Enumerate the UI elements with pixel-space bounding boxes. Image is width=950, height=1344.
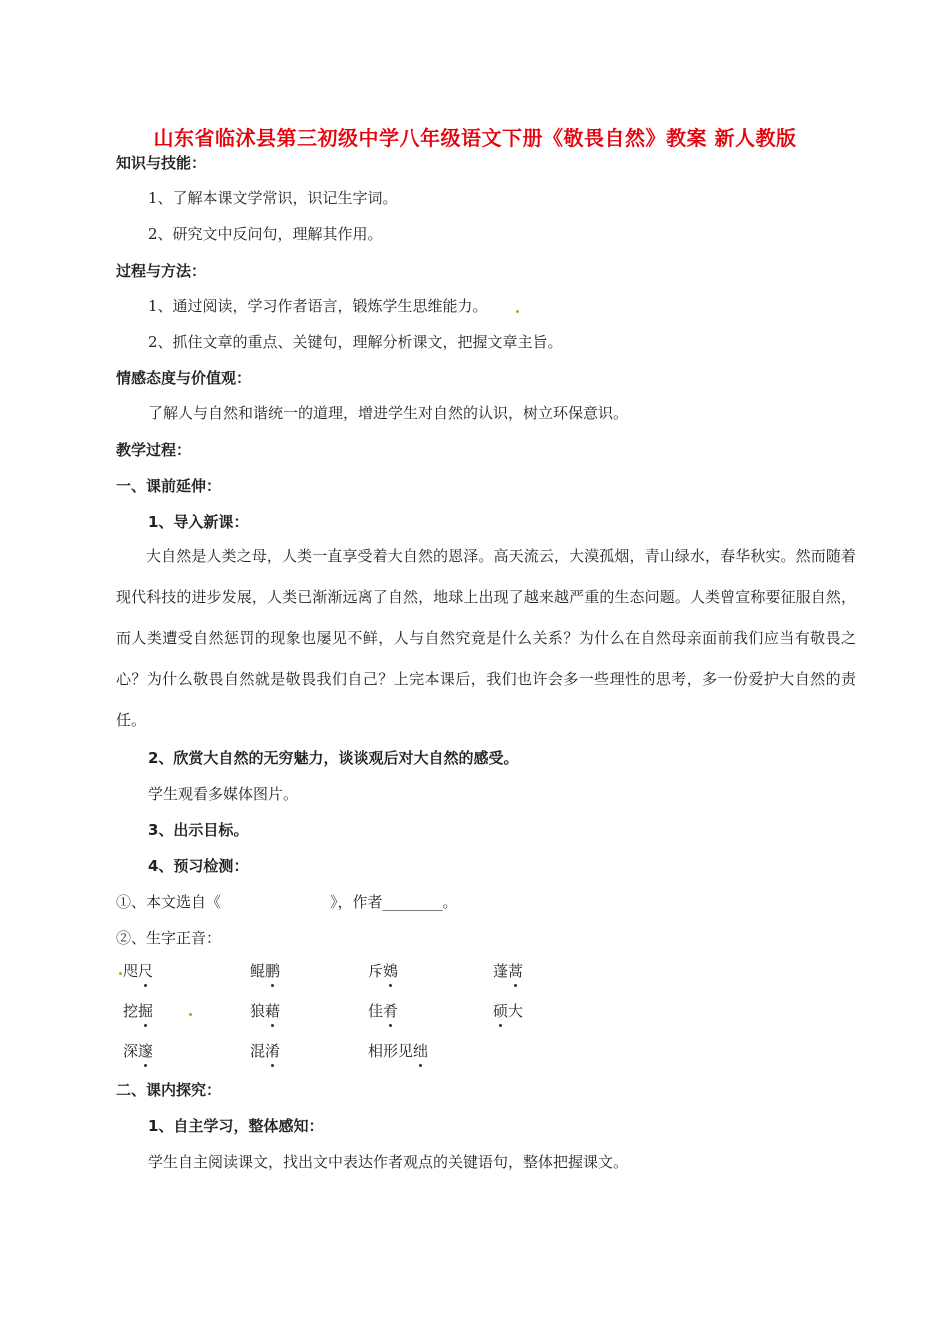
process-item-1: 1、通过阅读，学习作者语言，锻炼学生思维能力。 bbox=[148, 297, 488, 315]
item5-text: 学生自主阅读课文，找出文中表达作者观点的关键语句，整体把握课文。 bbox=[148, 1153, 629, 1171]
vocab-word bbox=[123, 1000, 153, 1021]
vocab-char-dotted: 邃 bbox=[138, 1042, 154, 1060]
teaching-heading: 教学过程： bbox=[116, 441, 192, 459]
vocab-char-dotted: 蒿 bbox=[508, 962, 524, 980]
item2-text: 学生观看多媒体图片。 bbox=[148, 785, 299, 803]
vocab-word bbox=[368, 960, 398, 981]
vocab-char: 鲲 bbox=[250, 962, 266, 980]
vocab-char: 狼 bbox=[250, 1002, 266, 1020]
item1-heading: 1、导入新课： bbox=[148, 513, 249, 531]
knowledge-heading: 知识与技能： bbox=[116, 154, 207, 172]
knowledge-item-1: 1、了解本课文学常识，识记生字词。 bbox=[148, 189, 398, 207]
vocab-word bbox=[493, 960, 523, 981]
decorative-dot bbox=[189, 1013, 192, 1016]
vocab-char: 大 bbox=[508, 1002, 524, 1020]
emotion-item-1: 了解人与自然和谐统一的道理，增进学生对自然的认识，树立环保意识。 bbox=[148, 404, 629, 422]
question-2: ②、生字正音： bbox=[116, 929, 222, 947]
decorative-dot bbox=[516, 310, 519, 313]
item4-heading: 4、预习检测： bbox=[148, 857, 249, 875]
vocab-char: 相形见 bbox=[368, 1042, 414, 1060]
emotion-heading: 情感态度与价值观： bbox=[116, 369, 252, 387]
vocab-char-dotted: 硕 bbox=[493, 1002, 509, 1020]
vocab-word bbox=[123, 1040, 153, 1061]
item3-heading: 3、出示目标。 bbox=[148, 821, 249, 839]
question-1-prefix: ①、本文选自《 bbox=[116, 893, 222, 911]
vocab-char-dotted: 尺 bbox=[138, 962, 154, 980]
vocab-char-dotted: 绌 bbox=[413, 1042, 429, 1060]
decorative-dot bbox=[119, 972, 122, 975]
vocab-char: 挖 bbox=[123, 1002, 139, 1020]
process-item-2: 2、抓住文章的重点、关键句，理解分析课文，把握文章主旨。 bbox=[148, 333, 563, 351]
item5-heading: 1、自主学习，整体感知： bbox=[148, 1117, 324, 1135]
vocab-word bbox=[250, 1000, 280, 1021]
vocab-char: 深 bbox=[123, 1042, 139, 1060]
part1-heading: 一、课前延伸： bbox=[116, 477, 222, 495]
intro-paragraph: 大自然是人类之母，人类一直享受着大自然的恩泽。高天流云，大漠孤烟，青山绿水，春华秋实。然而随着现代科技的进步发展，人类已渐渐远离了自然，地球上出现了越来越严重的生态问题。人类曾宣称要征服自然，而人类遭受自然惩罚的现象也屡见不鲜，人与自然究竟是什么关系？为什么在自然母亲面前我们应当有敬畏之心？为什么敬畏自然就是敬畏我们自己？上完本课后，我们也许会多一些理性的思考，多一份爱护大自然的责任。 bbox=[116, 547, 856, 729]
vocab-char-dotted: 淆 bbox=[265, 1042, 281, 1060]
vocab-char-dotted: 掘 bbox=[138, 1002, 154, 1020]
vocab-word bbox=[368, 1040, 428, 1061]
process-heading: 过程与方法： bbox=[116, 262, 207, 280]
vocab-char: 斥 bbox=[368, 962, 384, 980]
vocab-char: 咫 bbox=[123, 962, 139, 980]
item2-heading: 2、欣赏大自然的无穷魅力，谈谈观后对大自然的感受。 bbox=[148, 749, 519, 767]
vocab-word bbox=[250, 1040, 280, 1061]
question-1-suffix: 》，作者________。 bbox=[330, 893, 458, 911]
vocab-char-dotted: 肴 bbox=[383, 1002, 399, 1020]
part2-heading: 二、课内探究： bbox=[116, 1081, 222, 1099]
vocab-char: 混 bbox=[250, 1042, 266, 1060]
vocab-word bbox=[368, 1000, 398, 1021]
vocab-char-dotted: 鹏 bbox=[265, 962, 281, 980]
vocab-char: 蓬 bbox=[493, 962, 509, 980]
vocab-char: 佳 bbox=[368, 1002, 384, 1020]
vocab-word bbox=[123, 960, 153, 981]
document-title: 山东省临沭县第三初级中学八年级语文下册《敬畏自然》教案 新人教版 bbox=[153, 126, 797, 150]
vocab-char-dotted: 鴳 bbox=[383, 962, 399, 980]
vocab-char-dotted: 藉 bbox=[265, 1002, 281, 1020]
vocab-word bbox=[250, 960, 280, 981]
vocab-word bbox=[493, 1000, 523, 1021]
knowledge-item-2: 2、研究文中反问句，理解其作用。 bbox=[148, 225, 383, 243]
